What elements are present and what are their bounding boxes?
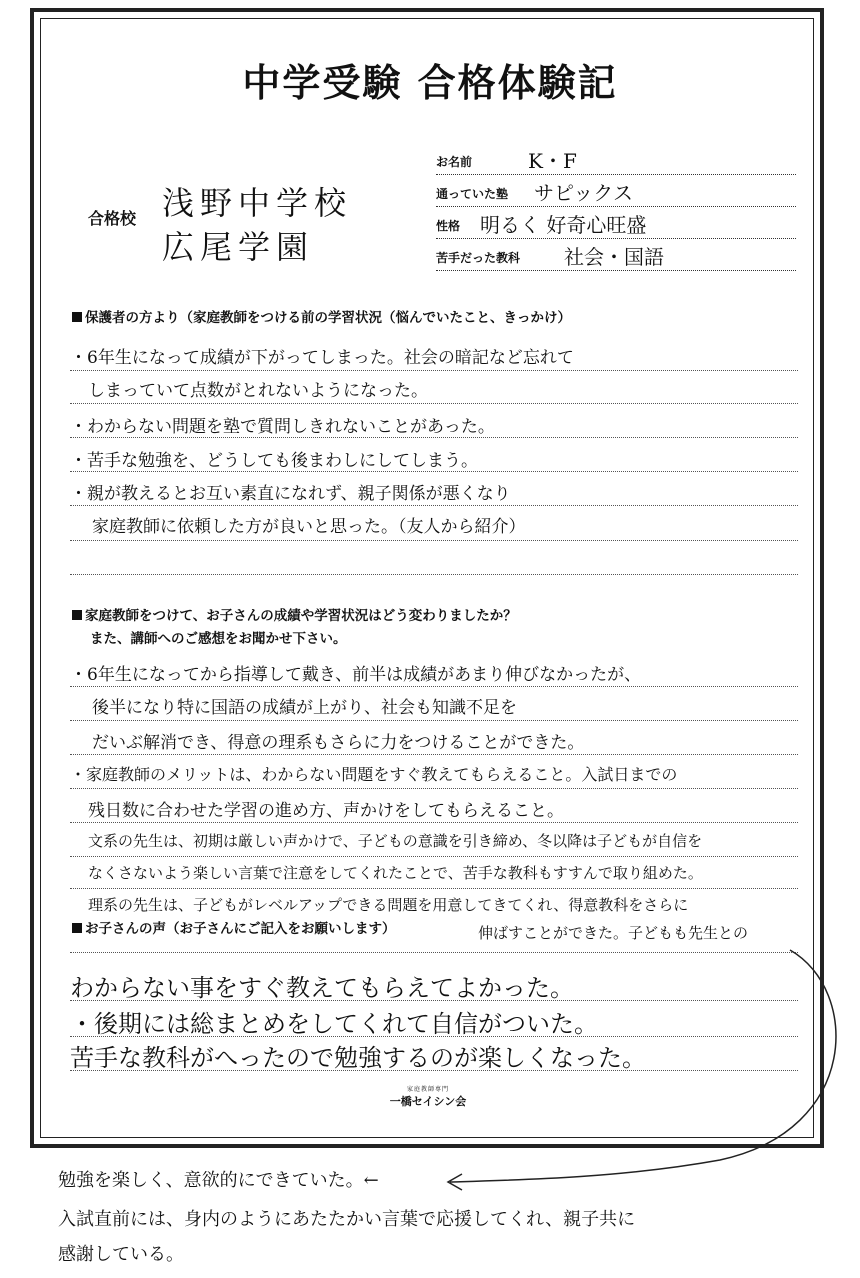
- child-voice-line: ・後期には総まとめをしてくれて自信がついた。: [70, 1010, 598, 1038]
- info-label: お名前: [436, 155, 473, 169]
- section1-line: ・わからない問題を塾で質問しきれないことがあった。: [70, 417, 495, 437]
- info-label: 性格: [436, 219, 461, 233]
- section2-line: なくさないよう楽しい言葉で注意をしてくれたことで、苦手な教科もすすんで取り組めた。: [88, 864, 703, 882]
- passed-school-1: 浅野中学校: [162, 184, 353, 222]
- section-subheading: また、講師へのご感想をお聞かせ下さい。: [90, 631, 347, 647]
- section2-line: 後半になり特に国語の成績が上がり、社会も知識不足を: [92, 698, 517, 718]
- section2-line: ・6年生になってから指導して戴き、前半は成績があまり伸びなかったが、: [70, 665, 642, 685]
- section2-line: 残日数に合わせた学習の進め方、声かけをしてもらえること。: [88, 801, 564, 821]
- outside-note-line: 勉強を楽しく、意欲的にできていた。←: [58, 1170, 379, 1191]
- logo-subtext: 家庭教師専門: [406, 1086, 449, 1093]
- section1-line: しまっていて点数がとれないようになった。: [88, 381, 428, 401]
- child-voice-line: わからない事をすぐ教えてもらえてよかった。: [70, 974, 574, 1002]
- section2-line: 理系の先生は、子どもがレベルアップできる問題を用意してきてくれ、得意教科をさらに: [88, 896, 689, 914]
- section-heading-text: お子さんの声（お子さんにご記入をお願いします）: [85, 921, 396, 937]
- section2-line: ・家庭教師のメリットは、わからない問題をすぐ教えてもらえること。入試日までの: [70, 765, 678, 784]
- section-heading-text: 保護者の方より（家庭教師をつける前の学習状況（悩んでいたこと、きっかけ）: [85, 310, 571, 326]
- section1-line: 家庭教師に依頼した方が良いと思った。（友人から紹介）: [92, 517, 526, 537]
- passed-school-label: 合格校: [88, 209, 137, 228]
- logo-name: 一橋セイシン会: [389, 1095, 467, 1108]
- info-value: サピックス: [534, 181, 633, 205]
- section1-line: ・6年生になって成績が下がってしまった。社会の暗記など忘れて: [70, 348, 574, 368]
- info-value: 社会・国語: [564, 245, 664, 269]
- outside-note-line: 入試直前には、身内のようにあたたかい言葉で応援してくれ、親子共に: [58, 1209, 636, 1230]
- section-heading-text: 家庭教師をつけて、お子さんの成績や学習状況はどう変わりましたか？: [85, 608, 517, 624]
- section2-line: 文系の先生は、初期は厳しい声かけで、子どもの意識を引き締め、冬以降は子どもが自信を: [88, 832, 703, 850]
- section1-line: ・苦手な勉強を、どうしても後まわしにしてしまう。: [70, 451, 478, 471]
- info-label: 通っていた塾: [436, 187, 509, 201]
- page-title: 中学受験 合格体験記: [242, 61, 618, 105]
- outside-note-line: 感謝している。: [58, 1244, 184, 1265]
- section1-line: ・親が教えるとお互い素直になれず、親子関係が悪くなり: [70, 484, 511, 504]
- child-voice-line: 苦手な教科がへったので勉強するのが楽しくなった。: [70, 1044, 646, 1072]
- section2-line: 伸ばすことができた。子どもも先生との: [478, 924, 749, 942]
- info-value: 明るく 好奇心旺盛: [480, 213, 647, 237]
- info-value: K・F: [528, 149, 577, 173]
- info-label: 苦手だった教科: [436, 251, 521, 265]
- section2-line: だいぶ解消でき、得意の理系もさらに力をつけることができた。: [92, 733, 585, 753]
- passed-school-2: 広尾学園: [162, 228, 315, 266]
